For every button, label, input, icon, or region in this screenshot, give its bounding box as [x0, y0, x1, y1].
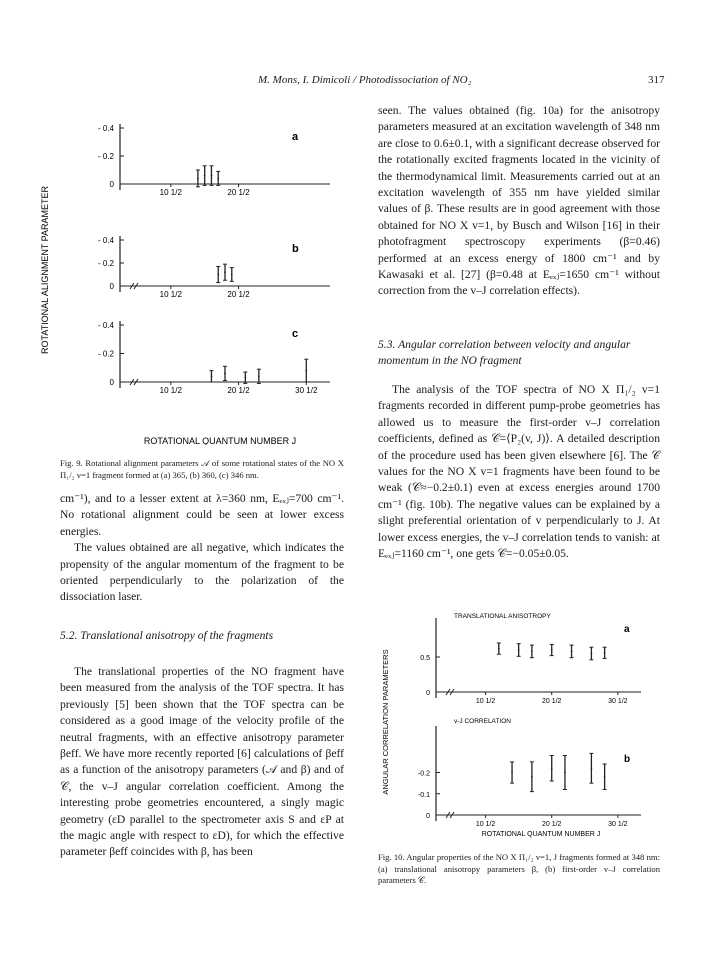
- x-tick-label: 20 1/2: [227, 188, 250, 197]
- page-number: 317: [648, 74, 665, 86]
- x-tick-label: 10 1/2: [475, 821, 496, 828]
- y-tick-label: 0.5: [420, 655, 430, 662]
- x-tick-label: 30 1/2: [608, 821, 628, 828]
- panel-label: a: [624, 624, 630, 635]
- x-tick-label: 30 1/2: [295, 386, 318, 395]
- data-point: [224, 373, 226, 375]
- data-point: [531, 651, 533, 653]
- left-column: [60, 491, 344, 606]
- x-tick-label: 10 1/2: [159, 290, 182, 299]
- section-5-2-heading: 5.2. Translational anisotropy of the fragments: [60, 629, 274, 642]
- x-tick-label: 30 1/2: [608, 698, 628, 705]
- data-point: [498, 648, 500, 650]
- fig9-y-axis-label: ROTATIONAL ALIGNMENT PARAMETER: [40, 185, 50, 355]
- data-point: [564, 772, 566, 774]
- running-header: [0, 74, 720, 90]
- y-tick-label: -0.1: [417, 791, 430, 799]
- y-tick-label: 0: [109, 378, 114, 387]
- data-point: [231, 274, 233, 276]
- fig10-y-axis-label: ANGULAR CORRELATION PARAMETERS: [381, 649, 390, 795]
- left-para-2: The values obtained are all negative, which indicates the propensity of the angular momentum of the fragment to be oriented perpendicularly to the polarization of the dissociation laser.: [60, 541, 344, 604]
- y-tick-label: - 0.4: [97, 236, 114, 245]
- data-point: [551, 767, 553, 769]
- y-tick-label: - 0.4: [97, 124, 114, 133]
- panel-label: b: [624, 754, 631, 765]
- data-point: [518, 649, 520, 651]
- section-5-3-heading: 5.3. Angular correlation between velocity and angular momentum in the NO fragment: [378, 338, 631, 368]
- y-tick-label: -0.2: [417, 770, 430, 778]
- y-tick-label: - 0.2: [97, 349, 114, 359]
- data-point: [244, 377, 246, 379]
- data-point: [591, 767, 593, 769]
- fig10-panel-a-title: TRANSLATIONAL ANISOTROPY: [454, 613, 551, 620]
- x-tick-label: 20 1/2: [541, 698, 562, 705]
- figure-10: [376, 610, 666, 840]
- y-tick-label: - 0.2: [97, 152, 114, 161]
- fig10-panel-b-title: v-J CORRELATION: [454, 718, 511, 725]
- y-tick-label: 0: [109, 282, 114, 291]
- y-tick-label: - 0.2: [97, 259, 114, 268]
- fig9-x-axis-label: ROTATIONAL QUANTUM NUMBER J: [143, 436, 297, 445]
- fig9-caption: Fig. 9. Rotational alignment parameters 𝒜 of some rotational states of the NO X Π₁/₂ v=1 fragment formed at (a) 365, (b) 360, (c) 346 nm.: [60, 458, 344, 480]
- panel-label: b: [292, 243, 299, 255]
- y-tick-label: - 0.4: [97, 321, 114, 330]
- y-tick-label: 0: [426, 690, 430, 697]
- x-tick-label: 20 1/2: [227, 386, 250, 395]
- data-point: [217, 274, 219, 276]
- left-para-3: The translational properties of the NO fragment have been measured from the analysis of the TOF spectra. It has previously [5] been shown that the TOF spectra can be considered as a good image of the velocity profile of the neutral fragments, with an effective anisotropy parameter βeff. We have more recently reported [6] calculations of βeff as a function of the anisotropy parameters (𝒜 and β) and of 𝒞, the v–J angular correlation coefficient. Among the interesting probe geometries encountered, a singly magic geometry (εD parallel to the spectrometer axis S and εP at the magic angle with respect to εD), for which the effective parameter βeff coincides with β, has been: [60, 665, 344, 859]
- data-point: [551, 649, 553, 651]
- x-tick-label: 10 1/2: [159, 188, 182, 197]
- left-para-1: cm⁻¹), and to a lesser extent at λ=360 nm, Eₑₓⱼ=700 cm⁻¹. No rotational alignment could be seen at lower excess energies.: [60, 492, 344, 538]
- data-point: [305, 370, 307, 372]
- y-tick-label: 0: [426, 813, 430, 820]
- data-point: [217, 178, 219, 180]
- data-point: [224, 271, 226, 273]
- x-tick-label: 10 1/2: [159, 386, 182, 395]
- fig10-caption: Fig. 10. Angular properties of the NO X Π₁/₂ v=1, J fragments formed at 348 nm: (a) translational anisotropy parameters β, (b) first-order v–J correlation parameters 𝒞.: [378, 852, 660, 885]
- data-point: [211, 175, 213, 177]
- data-point: [197, 178, 199, 180]
- x-tick-label: 20 1/2: [541, 821, 562, 828]
- data-point: [604, 652, 606, 654]
- panel-label: c: [292, 328, 299, 340]
- right-para-1: seen. The values obtained (fig. 10a) for the anisotropy parameters measured at an excitation wavelength of 348 nm are close to 0.6±0.1, with a significant decrease observed for the rotationally excited fragments located in the vicinity of the thermodynamical limit. Measurements carried out at an excitation wavelength of 355 nm have yielded similar values of β. These results are in good agreement with those obtained for NO X v=1, by Busch and Wilson [16] in their photofragment spectroscopy experiments (β=0.46) performed at an excess energy of 1800 cm⁻¹ and by Kawasaki et al. [27] (β=0.48 at Eₑₓⱼ=1650 cm⁻¹ without correction from the v–J correlation effects).: [378, 104, 660, 298]
- data-point: [571, 651, 573, 653]
- figure-9: [30, 100, 360, 445]
- data-point: [604, 776, 606, 778]
- data-point: [531, 776, 533, 778]
- right-para-2: The analysis of the TOF spectra of NO X Π₁/₂ v=1 fragments recorded in different pump-probe geometries has allowed us to measure the first-order v–J correlation coefficients, defined as 𝒞=⟨P₂(v, J)⟩. A detailed description of the procedure used has been given elsewhere [6]. The 𝒞 values for the NO X v=1 fragments have been found to be weak (𝒞≈−0.2±0.1) even at excess energies around 1700 cm⁻¹ (fig. 10b). The negative values can be explained by a slight preferential orientation of v perpendicularly to J. At lower excess energies, the v–J correlation tends to vanish: at Eₑₓⱼ=1160 cm⁻¹, one gets 𝒞=−0.05±0.05.: [378, 383, 660, 561]
- x-tick-label: 20 1/2: [227, 290, 250, 299]
- data-point: [258, 375, 260, 377]
- data-point: [511, 772, 513, 774]
- data-point: [204, 175, 206, 177]
- x-tick-label: 10 1/2: [475, 698, 496, 705]
- running-title: M. Mons, I. Dimicoli / Photodissociation of NO₂: [258, 74, 472, 86]
- panel-label: a: [292, 131, 299, 143]
- data-point: [211, 375, 213, 377]
- data-point: [591, 653, 593, 655]
- fig10-x-axis-label: ROTATIONAL QUANTUM NUMBER J: [481, 831, 601, 838]
- y-tick-label: 0: [109, 180, 114, 189]
